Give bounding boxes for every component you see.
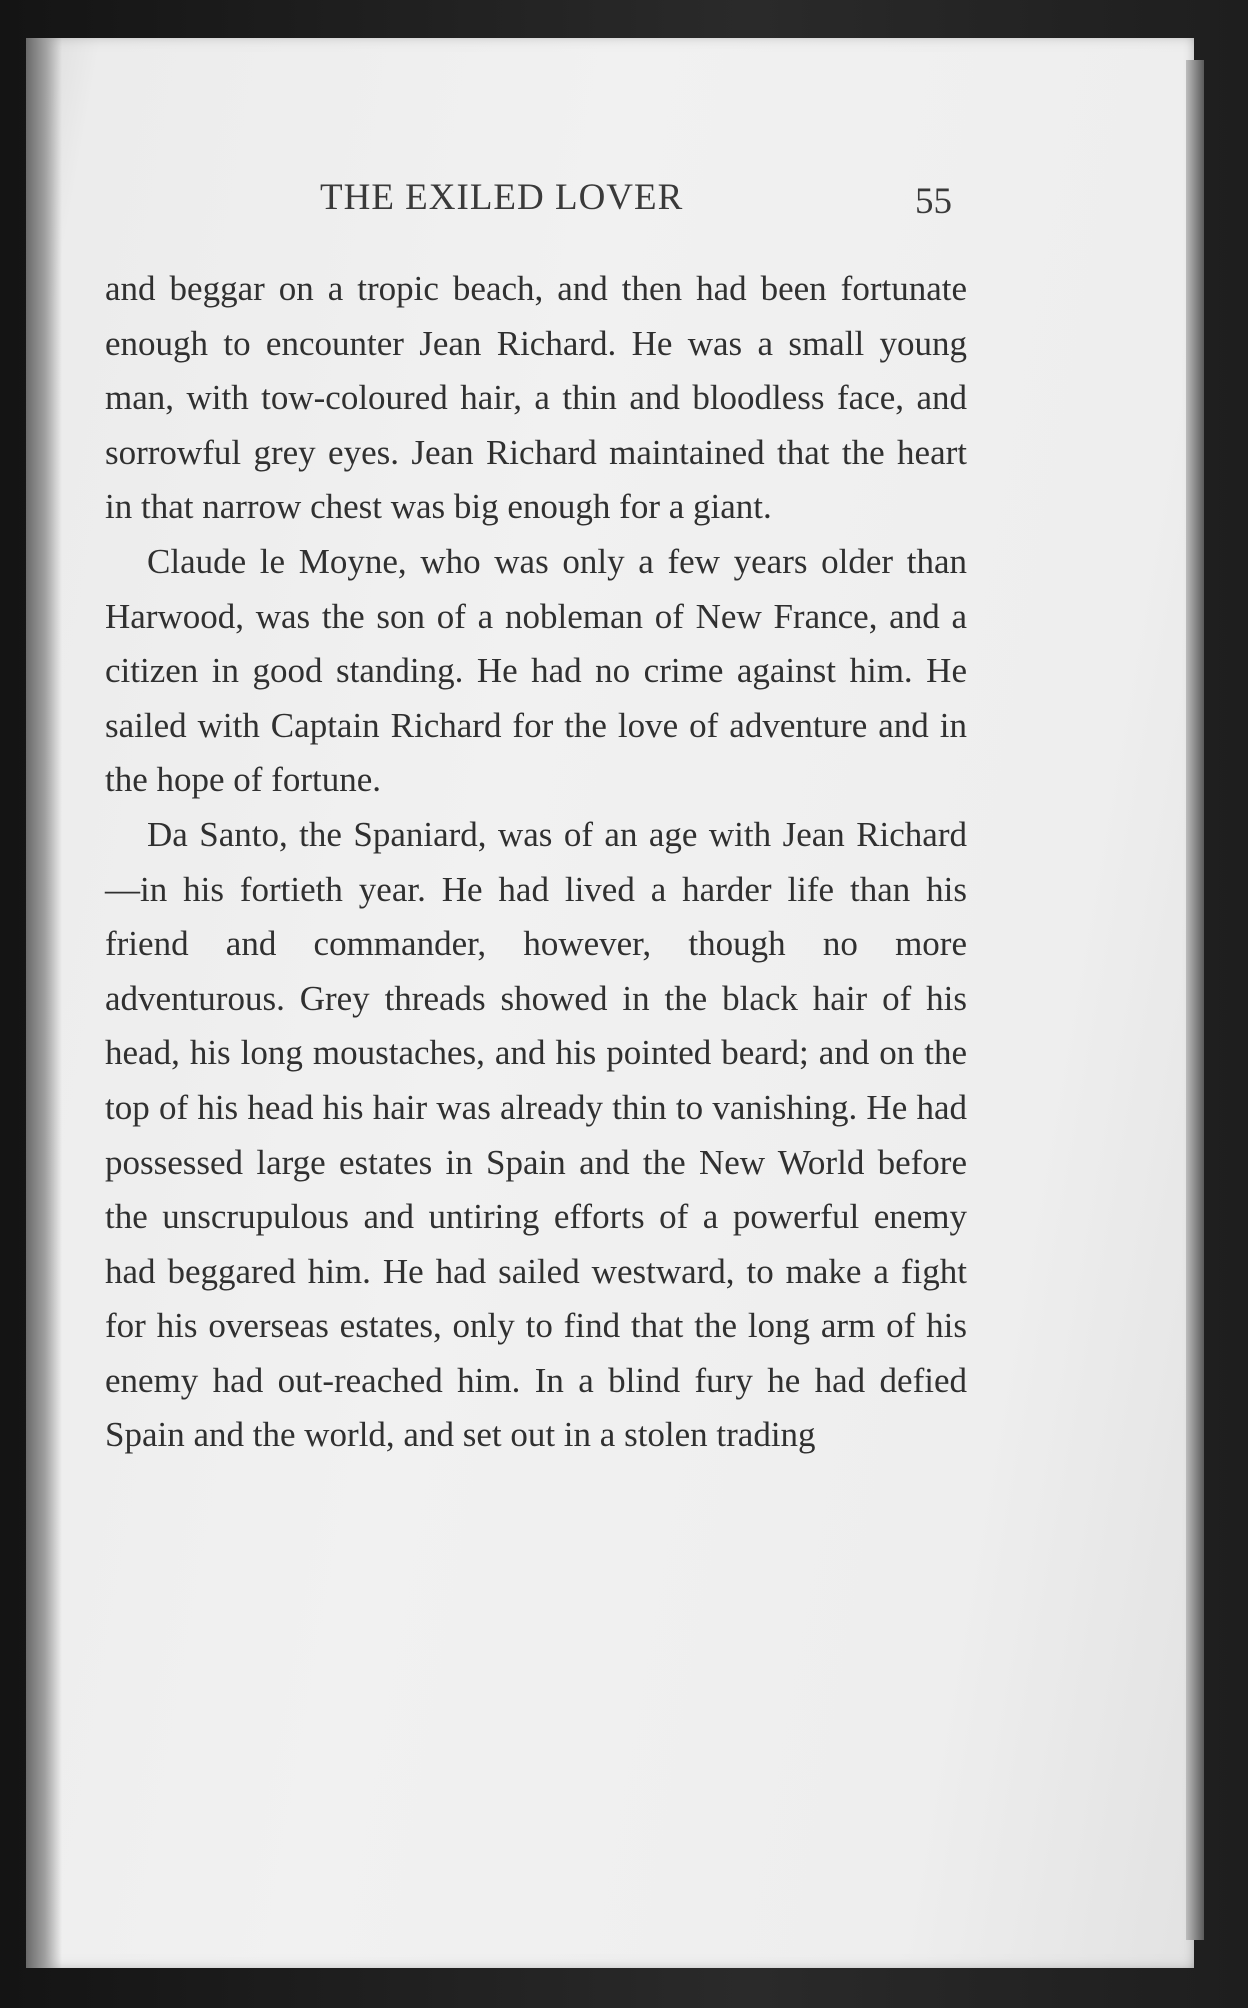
running-title: THE EXILED LOVER	[320, 177, 684, 218]
paragraph: Da Santo, the Spaniard, was of an age with Jean Richard—in his fortieth year. He had lived a harder life than his friend and commander, however, though no more adventurous. Grey threads showed in the black hair of his head, his long moustaches, and his pointed beard; and on the top of his head his hair was already thin to vanishing. He had possessed large estates in Spain and the New World before the unscrupulous and untiring efforts of a powerful enemy had beggared him. He had sailed westward, to make a fight for his overseas estates, only to find that the long arm of his enemy had out-reached him. In a blind fury he had defied Spain and the world, and set out in a stolen trading	[105, 814, 967, 1455]
paragraph: and beggar on a tropic beach, and then had been fortunate enough to encounter Jean Richard. He was a small young man, with tow-coloured hair, a thin and bloodless face, and sorrowful grey eyes. Jean Richard maintained that the heart in that narrow chest was big enough for a giant.	[105, 269, 967, 527]
page-number: 55	[915, 181, 952, 222]
running-header	[110, 170, 970, 230]
body-text	[105, 262, 967, 1463]
page-edge	[1186, 60, 1204, 1940]
page-gutter-shadow	[26, 38, 62, 1968]
paragraph: Claude le Moyne, who was only a few years older than Harwood, was the son of a nobleman of New France, and a citizen in good standing. He had no crime against him. He sailed with Captain Richard for the love of adventure and in the hope of fortune.	[105, 541, 967, 800]
